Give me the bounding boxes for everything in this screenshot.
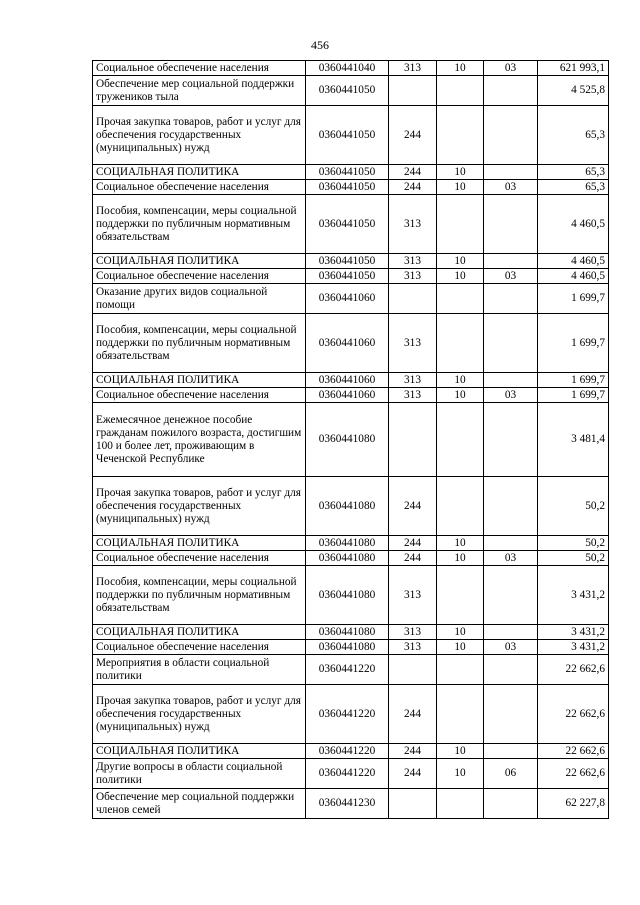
cell-subsection — [484, 625, 538, 640]
cell-name: Пособия, компенсации, меры социальной поддержки по публичным нормативным обязательствам — [93, 566, 306, 625]
table-row — [93, 625, 609, 640]
cell-section: 10 — [437, 536, 484, 551]
cell-subsection — [484, 789, 538, 819]
cell-name: СОЦИАЛЬНАЯ ПОЛИТИКА — [93, 744, 306, 759]
cell-subsection — [484, 566, 538, 625]
table-row — [93, 76, 609, 106]
cell-name: Оказание других видов социальной помощи — [93, 284, 306, 314]
cell-section — [437, 403, 484, 477]
cell-expense-type: 244 — [389, 551, 437, 566]
cell-sum: 1 699,7 — [538, 284, 609, 314]
cell-sum: 3 431,2 — [538, 640, 609, 655]
cell-sum: 22 662,6 — [538, 744, 609, 759]
cell-sum: 50,2 — [538, 551, 609, 566]
cell-name: Ежемесячное денежное пособие гражданам пожилого возраста, достигшим 100 и более лет, проживающим в Чеченской Республике — [93, 403, 306, 477]
cell-name: СОЦИАЛЬНАЯ ПОЛИТИКА — [93, 254, 306, 269]
cell-sum: 4 525,8 — [538, 76, 609, 106]
cell-name: Прочая закупка товаров, работ и услуг для обеспечения государственных (муниципальных) нужд — [93, 685, 306, 744]
cell-name: СОЦИАЛЬНАЯ ПОЛИТИКА — [93, 373, 306, 388]
cell-sum: 22 662,6 — [538, 759, 609, 789]
table-row — [93, 477, 609, 536]
cell-code: 0360441050 — [306, 254, 389, 269]
cell-subsection: 03 — [484, 388, 538, 403]
cell-code: 0360441220 — [306, 685, 389, 744]
cell-name: Социальное обеспечение населения — [93, 551, 306, 566]
cell-expense-type: 244 — [389, 685, 437, 744]
cell-code: 0360441080 — [306, 403, 389, 477]
cell-section — [437, 314, 484, 373]
table-row — [93, 373, 609, 388]
cell-name: СОЦИАЛЬНАЯ ПОЛИТИКА — [93, 165, 306, 180]
cell-expense-type: 313 — [389, 566, 437, 625]
cell-sum: 65,3 — [538, 165, 609, 180]
cell-sum: 4 460,5 — [538, 254, 609, 269]
cell-code: 0360441080 — [306, 640, 389, 655]
table-row — [93, 551, 609, 566]
table-row — [93, 536, 609, 551]
page-number: 456 — [311, 38, 329, 52]
cell-sum: 3 481,4 — [538, 403, 609, 477]
cell-sum: 4 460,5 — [538, 269, 609, 284]
cell-sum: 65,3 — [538, 106, 609, 165]
cell-name: Обеспечение мер социальной поддержки членов семей — [93, 789, 306, 819]
table-row — [93, 640, 609, 655]
cell-expense-type: 313 — [389, 254, 437, 269]
cell-code: 0360441040 — [306, 61, 389, 76]
cell-code: 0360441080 — [306, 625, 389, 640]
cell-section: 10 — [437, 759, 484, 789]
cell-subsection — [484, 744, 538, 759]
cell-section: 10 — [437, 165, 484, 180]
cell-subsection — [484, 254, 538, 269]
cell-name: СОЦИАЛЬНАЯ ПОЛИТИКА — [93, 625, 306, 640]
cell-name: Социальное обеспечение населения — [93, 180, 306, 195]
cell-code: 0360441050 — [306, 269, 389, 284]
cell-subsection: 03 — [484, 640, 538, 655]
cell-name: Пособия, компенсации, меры социальной поддержки по публичным нормативным обязательствам — [93, 314, 306, 373]
cell-sum: 62 227,8 — [538, 789, 609, 819]
cell-section: 10 — [437, 625, 484, 640]
cell-code: 0360441220 — [306, 655, 389, 685]
cell-section — [437, 566, 484, 625]
table-row — [93, 180, 609, 195]
cell-subsection — [484, 314, 538, 373]
table-row — [93, 61, 609, 76]
cell-code: 0360441060 — [306, 284, 389, 314]
cell-expense-type: 244 — [389, 180, 437, 195]
cell-section: 10 — [437, 551, 484, 566]
cell-name: Социальное обеспечение населения — [93, 61, 306, 76]
cell-expense-type: 313 — [389, 388, 437, 403]
cell-code: 0360441230 — [306, 789, 389, 819]
cell-code: 0360441060 — [306, 388, 389, 403]
cell-expense-type: 244 — [389, 744, 437, 759]
cell-name: Прочая закупка товаров, работ и услуг для обеспечения государственных (муниципальных) нужд — [93, 477, 306, 536]
cell-code: 0360441060 — [306, 373, 389, 388]
cell-expense-type: 244 — [389, 536, 437, 551]
cell-name: СОЦИАЛЬНАЯ ПОЛИТИКА — [93, 536, 306, 551]
table-row — [93, 165, 609, 180]
cell-section — [437, 76, 484, 106]
cell-sum: 3 431,2 — [538, 566, 609, 625]
cell-subsection — [484, 284, 538, 314]
table-row — [93, 388, 609, 403]
table-row — [93, 566, 609, 625]
table-row — [93, 744, 609, 759]
cell-code: 0360441080 — [306, 566, 389, 625]
cell-sum: 50,2 — [538, 477, 609, 536]
cell-section: 10 — [437, 180, 484, 195]
cell-code: 0360441220 — [306, 759, 389, 789]
cell-subsection — [484, 195, 538, 254]
cell-expense-type — [389, 284, 437, 314]
cell-subsection — [484, 76, 538, 106]
cell-section: 10 — [437, 388, 484, 403]
cell-name: Мероприятия в области социальной политики — [93, 655, 306, 685]
cell-subsection — [484, 165, 538, 180]
cell-expense-type — [389, 76, 437, 106]
budget-table — [92, 60, 609, 819]
cell-expense-type: 313 — [389, 640, 437, 655]
cell-code: 0360441060 — [306, 314, 389, 373]
cell-name: Социальное обеспечение населения — [93, 640, 306, 655]
table-row — [93, 106, 609, 165]
cell-section: 10 — [437, 254, 484, 269]
cell-subsection — [484, 106, 538, 165]
cell-expense-type — [389, 789, 437, 819]
cell-sum: 1 699,7 — [538, 373, 609, 388]
cell-section: 10 — [437, 269, 484, 284]
table-row — [93, 685, 609, 744]
cell-section — [437, 685, 484, 744]
cell-subsection — [484, 685, 538, 744]
cell-expense-type: 313 — [389, 314, 437, 373]
cell-subsection — [484, 655, 538, 685]
cell-code: 0360441050 — [306, 76, 389, 106]
cell-sum: 4 460,5 — [538, 195, 609, 254]
cell-expense-type: 313 — [389, 269, 437, 284]
cell-expense-type — [389, 403, 437, 477]
cell-subsection: 03 — [484, 180, 538, 195]
cell-name: Прочая закупка товаров, работ и услуг для обеспечения государственных (муниципальных) нужд — [93, 106, 306, 165]
cell-section — [437, 195, 484, 254]
cell-sum: 621 993,1 — [538, 61, 609, 76]
cell-section — [437, 106, 484, 165]
cell-sum: 22 662,6 — [538, 685, 609, 744]
cell-expense-type: 244 — [389, 759, 437, 789]
cell-subsection — [484, 536, 538, 551]
cell-code: 0360441050 — [306, 180, 389, 195]
cell-sum: 1 699,7 — [538, 388, 609, 403]
table-row — [93, 254, 609, 269]
cell-expense-type: 313 — [389, 373, 437, 388]
cell-name: Социальное обеспечение населения — [93, 388, 306, 403]
cell-subsection: 06 — [484, 759, 538, 789]
table-row — [93, 269, 609, 284]
cell-sum: 22 662,6 — [538, 655, 609, 685]
cell-code: 0360441050 — [306, 106, 389, 165]
cell-expense-type: 244 — [389, 477, 437, 536]
cell-code: 0360441080 — [306, 551, 389, 566]
cell-code: 0360441080 — [306, 536, 389, 551]
budget-table-body — [93, 61, 609, 819]
cell-name: Социальное обеспечение населения — [93, 269, 306, 284]
cell-name: Другие вопросы в области социальной политики — [93, 759, 306, 789]
table-row — [93, 403, 609, 477]
cell-code: 0360441080 — [306, 477, 389, 536]
cell-expense-type: 244 — [389, 165, 437, 180]
cell-section — [437, 477, 484, 536]
cell-section: 10 — [437, 373, 484, 388]
cell-subsection — [484, 373, 538, 388]
cell-name: Обеспечение мер социальной поддержки тружеников тыла — [93, 76, 306, 106]
table-row — [93, 314, 609, 373]
cell-sum: 65,3 — [538, 180, 609, 195]
cell-section: 10 — [437, 61, 484, 76]
cell-code: 0360441050 — [306, 195, 389, 254]
cell-subsection: 03 — [484, 269, 538, 284]
cell-section — [437, 789, 484, 819]
cell-expense-type: 313 — [389, 195, 437, 254]
cell-subsection — [484, 403, 538, 477]
table-row — [93, 284, 609, 314]
cell-code: 0360441050 — [306, 165, 389, 180]
cell-sum: 3 431,2 — [538, 625, 609, 640]
cell-subsection: 03 — [484, 551, 538, 566]
cell-section: 10 — [437, 744, 484, 759]
table-row — [93, 759, 609, 789]
cell-section — [437, 284, 484, 314]
cell-code: 0360441220 — [306, 744, 389, 759]
cell-subsection — [484, 477, 538, 536]
cell-subsection: 03 — [484, 61, 538, 76]
cell-name: Пособия, компенсации, меры социальной поддержки по публичным нормативным обязательствам — [93, 195, 306, 254]
cell-section — [437, 655, 484, 685]
cell-expense-type — [389, 655, 437, 685]
table-row — [93, 655, 609, 685]
table-row — [93, 789, 609, 819]
cell-expense-type: 244 — [389, 106, 437, 165]
table-row — [93, 195, 609, 254]
cell-sum: 50,2 — [538, 536, 609, 551]
cell-expense-type: 313 — [389, 625, 437, 640]
cell-sum: 1 699,7 — [538, 314, 609, 373]
cell-section: 10 — [437, 640, 484, 655]
cell-expense-type: 313 — [389, 61, 437, 76]
